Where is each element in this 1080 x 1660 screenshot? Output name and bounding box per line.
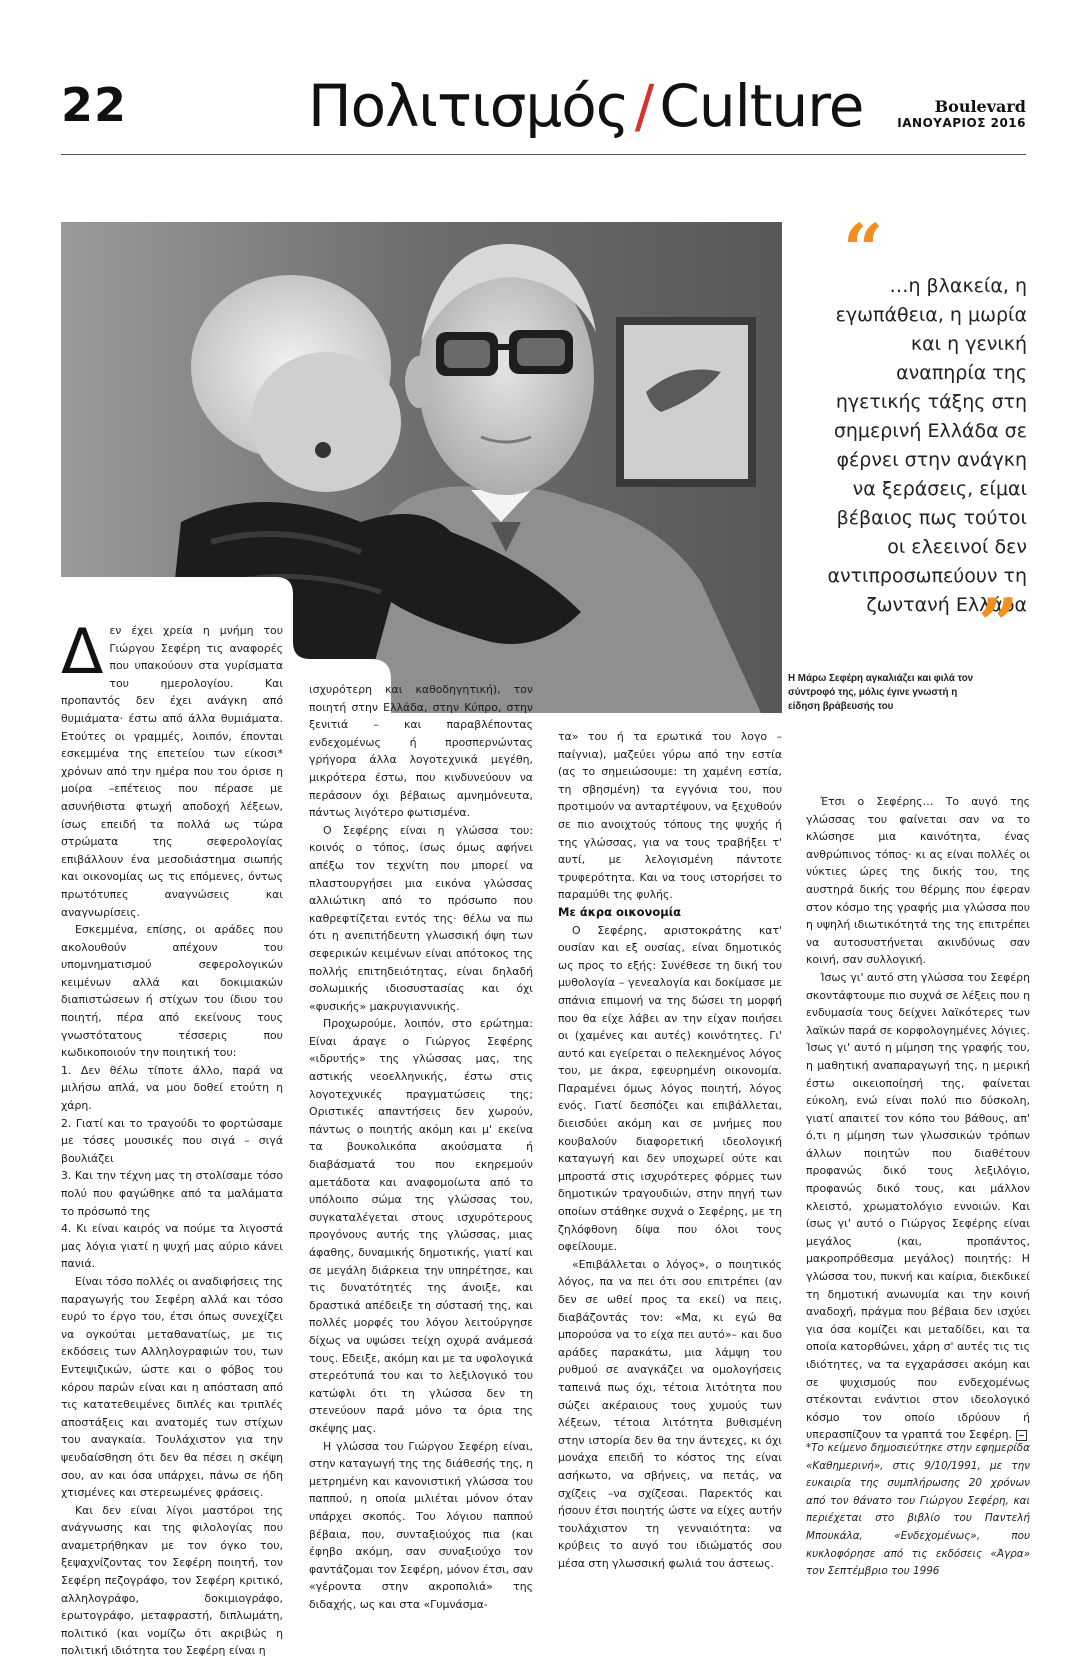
article-paragraph: Ο Σεφέρης, αριστοκράτης κατ' ουσίαν και εξ ουσίας, είναι δημοτικός ως προς το εξής: Συνέθεσε τη δική του μυθολογία – γενεαλογία και δοκίμασε με σπάνια επιμονή να της δώσει τη μορφή που θα είχε λάβει αν την είχαν ποιήσει οι (χαμένες και αυτές) κοινότητες. Γι' αυτό και εγείρεται ο πελεκημένος λόγος του, με άκρα, εφευρημένη οικονομία. Παραμένει όμως λόγος ποιητή, λόγος ενός. Γιατί δεσπόζει και επιβάλλεται, διεισδύει ακόμη και σε μνήμες που κουβαλούν διαφορετική ιδεολογική καταγωγή και δεν υποχωρεί ούτε και μπροστά στις ισχυρότερες φόρμες των δημοτικών τραγουδιών, στην πηγή των οποίων στάθηκε συχνά ο Σεφέρης, με τη ζηλόφθονη δίψα που όλοι τους οφείλουμε. [558,923,782,1254]
article-column-3 [558,728,782,1573]
article-column-2 [309,681,533,1613]
article-paragraph: Έτσι ο Σεφέρης… Το αυγό της γλώσσας του φαίνεται σαν να το κλώσησε μια καινότητα, ένας ανθρώπινος τόπος· κι ας είναι πολλές οι νύκτιες ώρες της δικής του, της αυστηρά δικής του θέρμης που έφεραν στον κόσμο της γραφής μια γλώσσα που η υψηλή ιδιωτικότητά της της επιτρέπει να αυτοσυστήνεται ακινδύνως σαν κοινή, σαν συλλογική. [806,795,1030,967]
verse-line: 4. Κι είναι καιρός να πούμε τα λιγοστά μας λόγια γιατί η ψυχή μας αύριο κάνει πανιά. [61,1222,283,1271]
section-title-slash: / [634,72,654,140]
article-column-1 [61,615,283,1660]
section-title-english: Culture [659,72,864,140]
masthead-brand [897,98,1026,130]
article-paragraph: τα» του ή τα ερωτικά του λογο – παίγνια), μαζεύει γύρω από την εστία (ας το σημειώσουμε: τη χαμένη εστία, τη σβησμένη) τα εγγόνια του, που προτιμούν να ανταρτέψουν, να ξεχυθούν σε πιο ανοιχτούς τόπους της ψυχής ή της γλώσσας, για να τους τραβήξει τ' αυτί, με λελογισμένη πάντοτε τρυφερότητα. Και να τους ιστορήσει το παραμύθι της φυλής. [558,730,782,902]
article-paragraph: Ίσως γι' αυτό στη γλώσσα του Σεφέρη σκοντάφτουμε πιο συχνά σε λέξεις που η ενδυμασία τους δείχνει λαϊκότερες των λαϊκών παρά σε κορφολογημένες λόγιες. Ίσως γι' αυτό η μίμηση της γραφής του, η μαθητική αναπαραγωγή της, η μερική έστω οικειοποίησή της, φαίνεται εύκολη, ενώ είναι πολύ πιο δύσκολη, γιατί απαιτεί τον κόπο του βάθους, απ' ό,τι η μίμηση των γλωσσικών τρόπων άλλων ποιητών που διαθέτουν προφανώς δικό τους λεξιλόγιο, προφανώς δικό τους, και μάλλον κλειστό, χρωματολόγιο εννοιών. Και ίσως γι' αυτό ο Γιώργος Σεφέρης είναι μεγάλος (και, προπάντος, μακροπρόθεσμα μεγάλος) ποιητής: Η γλώσσα του, πυκνή και καίρια, διεκδικεί τη δημοτική ανωνυμία και την κοινή αναδοχή, πράγμα που βέβαια δεν ισχύει για όσα κομίζει και μεταδίδει, και τα οποία κατορθώνει, χάρη σ' αυτές τις τις ιδιότητες, να τα εγχαράσσει ακόμη και σε ψυχισμούς που ενδεχομένως στέκονται ενάντιοι στον ιδεολογικό κόσμο τον οποίο ιδρύουν ή υπερασπίζουν τα γραπτά του Σεφέρη. [806,970,1030,1442]
verse-line: 3. Και την τέχνη μας τη στολίσαμε τόσο πολύ που φαγώθηκε από τα μαλάματα το πρόσωπό της [61,1169,283,1218]
article-paragraph: Είναι τόσο πολλές οι αναδιφήσεις της παραγωγής του Σεφέρη αλλά και τόσο ευρύ το έργο του, έτσι όπως συνεχίζει να ογκούται μεταθανατίως, με τις εκδόσεις των Αλληλογραφιών του, των Εντεψιζικών, ώστε και ο φόβος του κόρου παρών είναι και η απόσταση από τις κατατεθειμένες διπλές και τριπλές αποστάξεις και ανατομές των στίχων του αναγκαία. Τουλάχιστον για την ψευδαίσθηση ότι δεν θα πέσει η σκέψη σου, αν και όσα υπάρχει, πάνω σε ήδη χτισμένες και στερεωμένες φράσεις. [61,1274,283,1500]
pull-quote: …η βλακεία, η εγωπάθεια, η μωρία και η γενική αναπηρία της ηγετικής τάξης στη σημερινή Ελλάδα σε φέρνει στην ανάγκη να ξεράσεις, είμαι βέβαιος πως τούτοι οι ελεεινοί δεν αντιπροσωπεύουν τη ζωντανή Ελλάδα [827,275,1027,616]
article-paragraph: Δεν έχει χρεία η μνήμη του Γιώργου Σεφέρη τις αναφορές που υπακούουν στα γυρίσματα του ημερολογίου. Και προπαντός δεν έχει ανάγκη από θυμιάματα· έστω από άλλα θυμιάματα. Ετούτες οι γραμμές, λοιπόν, έπονται εσκεμμένα της επετείου των είκοσι* χρόνων από την ημέρα που του όρισε η μοίρα –επέτειος που πέρασε με ασυνήθιστα φτωχή αποδοχή λέξεων, ίσως επειδή τα πολλά ως τώρα στρώματα της σεφερολογίας επιβάλλουν ένα μεσοδιάστημα σιωπής και οικονομίας ως τις επόμενες, όντως πρωτότυπες αναγνώσεις και αναγνωρίσεις. [61,615,283,919]
article-paragraph: Ο Σεφέρης είναι η γλώσσα του: κοινός ο τόπος, ίσως όμως αφήνει απέξω τον τεχνίτη που μπορεί να πλαστουργήσει μια εικόνα γλώσσας αλλιώτικη από το πρόσωπο που καθρεφτίζεται εντός της· θέλω να πω ότι η ανεπιτήδευτη γλωσσική όψη των σεφερικών κειμένων είναι απότοκος της πολλής επιτηδειότητας, είναι δηλαδή σολωμικής ιδιοσυστασίας και όχι «φυσικής» μακρυγιαννικής. [309,823,533,1013]
article-paragraph: ισχυρότερη και καθοδηγητική), τον ποιητή στην Ελλάδα, στην Κύπρο, στην ξενιτιά – και παραβλέποντας ενδεχομένως ή προσπερνώντας γρήγορα άλλα λογοτεχνικά μεγέθη, μικρότερα έστω, που κινδυνεύουν να περάσουν όχι βέβαιως αμνημόνευτα, πάντως λιγότερο φωτισμένα. [309,683,533,820]
quote-open-icon: “ [843,208,884,291]
quote-close-icon: ” [978,583,1019,666]
drop-cap: Δ [61,615,104,688]
page-number: 22 [61,78,128,132]
article-paragraph: Η γλώσσα του Γιώργου Σεφέρη είναι, στην καταγωγή της της διάθεσής της, η μετρημένη και κανονιστική γλώσσα του παππού, η οποία μιλιέται μόνον όταν υπάρχει σκοπός. Του λόγιου παππού βέβαια, που, συνταξιούχος πια (και έφηβο ακόμη, σαν συναξιούχο τον φαντάζομαι τον Σεφέρη, μόνον έτσι, σαν «γέροντα στην ακροπολιά» της διδαχής, ως και στα «Γυμνάσμα- [309,1439,533,1611]
footnote: *Το κείμενο δημοσιεύτηκε στην εφημερίδα «Καθημερινή», στις 9/10/1991, με την ευκαιρία της συμπλήρωσης 20 χρόνων από τον θάνατο του Γιώργου Σεφέρη, και περιέχεται στο βιβλίο του Παντελή Μπουκάλα, «Ενδεχομένως», που κυκλοφόρησε από τις εκδόσεις «Άγρα» τον Σεπτέμβριο του 1996 [806,1442,1030,1578]
photo-caption: Η Μάρω Σεφέρη αγκαλιάζει και φιλά τον σύντροφό της, μόλις έγινε γνωστή η είδηση βράβευσής του [788,673,974,712]
article-paragraph: Και δεν είναι λίγοι μαστόροι της ανάγνωσης και της φιλολογίας που αναμετρήθηκαν με τον όγκο του, ξεψαχνίζοντας τον Σεφέρη ποιητή, τον Σεφέρη πεζογράφο, τον Σεφέρη κριτικό, αλληλογράφο, δοκιμιογράφο, ερωτογράφο, μεταφραστή, διπλωμάτη, πολιτικό (και νομίζω ότι ακριβώς η πολιτική ιδιότητα του Σεφέρη είναι η [61,1503,283,1658]
verse-line: 1. Δεν θέλω τίποτε άλλο, παρά να μιλήσω απλά, να μου δοθεί ετούτη η χάρη. [61,1063,283,1113]
subheading: Με άκρα οικονομία [558,904,682,919]
brand-name: Boulevard [934,97,1026,116]
section-title-greek: Πολιτισμός [308,72,629,140]
article-paragraph: Προχωρούμε, λοιπόν, στο ερώτημα: Είναι άραγε ο Γιώργος Σεφέρης «ιδρυτής» της γλώσσας μας, της αστικής νεοελληνικής, έστω στις λογοτεχνικές πραγματώσεις της; Οριστικές απαντήσεις δεν χωρούν, πάντως ο ποιητής ακόμη και μ' εκείνα τα βουκολικόπα ακούσματα ή διαβάσματά του που εκηρεμούν αμετάδοτα και αναφομοίωτα από το υπόλοιπο σώμα της γλώσσας του, συγκαταλέγεται στους ισχυρότερους προγόνους αυτής της γλώσσας, μιας άφαθης, δυναμικής δημοτικής, γιατί και σε μεγάλη διάρκεια την υπηρέτησε, και τις δυνατότητές της άνοιξε, και δραστικά απέδειξε τη σύστασή της, και πολλές μορφές του λόγου λειτούργησε δίχως να υψώσει τείχη οχυρά ανάμεσά τους. Εδειξε, ακόμη και με τα υφολογικά στερεότυπά του και το λεξιλογικό του κατώφλι ότι τη γλώσσα δεν τη στενεύουν παρά μόνο τα όρια της σκέψης μας. [309,1017,533,1435]
verse-line: 2. Γιατί και το τραγούδι το φορτώσαμε με τόσες μουσικές που σιγά – σιγά βουλιάζει [61,1116,283,1165]
article-paragraph: Εσκεμμένα, επίσης, οι αράδες που ακολουθούν απέχουν του υπομνηματισμού σεφερολογικών κειμένων αλλά και δοκιμιακών διαπιστώσεων ή στίχων του ίδιου του ποιητή, πέρα από εκείνους τους γνωστότατους τέσσερις που κωδικοποιούν την ποιητική του: [61,923,283,1060]
section-title [308,72,863,140]
issue-date: ΙΑΝΟΥΑΡΙΟΣ 2016 [897,116,1026,130]
article-paragraph: «Επιβάλλεται ο λόγος», ο ποιητικός λόγος, πα να πει ότι σου επιτρέπει (αν δεν σε ωθεί προς τα εκεί) να πεις, διαβάζοντάς τον: «Μα, κι εγώ θα μπορούσα να το είχα πει αυτό»– και δυο αράδες παρακάτω, μια λάμψη του ρυθμού σε αναγκάζει να ομολογήσεις ταπεινά πως όχι, τέτοια λιτότητα που σώζει ακέραιους τους χυμούς των λέξεων, τέτοια λιτότητα βυθισμένη στην ιστορία δεν θα την άντεχες, κι όχι μονάχα επειδή το κόστος της είναι ασήκωτο, να σβήνεις, να πετάς, να σχίζεις –να σχίζεσαι. Παρεκτός και ήσουν έτσι ποιητής ώστε να είχες αυτήν τουλάχιστον τη γενναιότητα: να κρύβεις το αυγό του ιδιώματός σου μέσα στη γλωσσική φωλιά του άστεως. [558,1257,782,1570]
header-divider [61,154,1026,155]
article-column-4 [806,793,1030,1444]
